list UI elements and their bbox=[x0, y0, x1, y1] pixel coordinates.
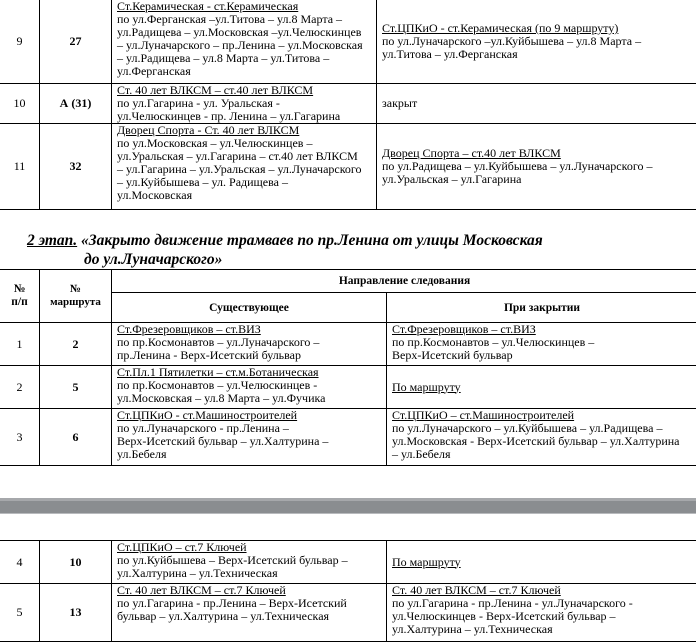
routes-table-stage2-continued bbox=[0, 540, 696, 642]
route-endpoints: Дворец Спорта - Ст. 40 лет ВЛКСМ bbox=[117, 124, 376, 137]
route-path-line: ул.Челюскинцев - пр. Ленина – ул.Гагарина bbox=[117, 110, 376, 123]
route-path-line: Верх-Исетский бульвар – ул.Халтурина – bbox=[117, 435, 386, 448]
table-row bbox=[0, 409, 696, 466]
route-number: 5 bbox=[40, 366, 112, 409]
row-number: 4 bbox=[0, 541, 40, 584]
route-path-line: – ул.Луначарского – пр.Ленина – ул.Московская bbox=[117, 39, 376, 52]
closure-direction bbox=[377, 124, 696, 210]
row-number: 1 bbox=[0, 323, 40, 366]
route-path-line: Верх-Исетский бульвар bbox=[392, 349, 696, 362]
route-path-line: бульвар – ул.Халтурина – ул.Техническая bbox=[117, 610, 386, 623]
route-endpoints: Ст. 40 лет ВЛКСМ – ст.7 Ключей bbox=[392, 584, 696, 597]
existing-direction bbox=[112, 541, 387, 584]
route-path-line: по ул.Ферганская –ул.Титова – ул.8 Марта – bbox=[117, 13, 376, 26]
route-path-line: по ул.Гагарина - ул. Уральская - bbox=[117, 97, 376, 110]
route-path-line: ул.Уральская – ул.Гагарина bbox=[382, 173, 696, 186]
stage-title-line1: «Закрыто движение трамваев по пр.Ленина от улицы Московская bbox=[81, 232, 543, 249]
route-path-line: по ул.Луначарского - пр.Ленина – bbox=[117, 422, 386, 435]
routes-table-stage2 bbox=[0, 269, 696, 466]
closure-direction bbox=[377, 0, 696, 84]
header-direction: Направление следования bbox=[112, 270, 696, 293]
route-path-line: по ул.Радищева – ул.Куйбышева – ул.Луначарского – bbox=[382, 160, 696, 173]
route-number: 13 bbox=[40, 584, 112, 642]
route-path-line: пр.Ленина - Верх-Исетский бульвар bbox=[117, 349, 386, 362]
header-text: № bbox=[0, 283, 39, 296]
closure-direction bbox=[387, 409, 696, 466]
route-path-line: ул.Московская - Верх-Исетский бульвар – ул.Халтурина bbox=[392, 435, 696, 448]
closure-direction bbox=[387, 541, 696, 584]
route-number: А (31) bbox=[40, 84, 112, 124]
closure-direction bbox=[387, 323, 696, 366]
table-row bbox=[0, 0, 696, 84]
closure-direction bbox=[377, 84, 696, 124]
route-path-line: ул.Челюскинцев - Верх-Исетский бульвар – bbox=[392, 610, 696, 623]
route-endpoints: Ст.ЦПКиО - ст.Керамическая (по 9 маршруту) bbox=[382, 22, 696, 35]
row-number: 3 bbox=[0, 409, 40, 466]
route-path-line: – ул.Радищева – ул.8 Марта – ул.Титова – bbox=[117, 52, 376, 65]
route-path-line: по ул.Луначарского –ул.Куйбышева – ул.8 Марта – bbox=[382, 35, 696, 48]
existing-direction bbox=[112, 84, 377, 124]
header-closure: При закрытии bbox=[387, 293, 696, 323]
route-number: 32 bbox=[40, 124, 112, 210]
header-route-number bbox=[40, 270, 112, 323]
route-endpoints: Дворец Спорта – ст.40 лет ВЛКСМ bbox=[382, 147, 696, 160]
table-row bbox=[0, 366, 696, 409]
route-path-line: ул.Халтурина – ул.Техническая bbox=[392, 623, 696, 636]
route-path-line: ул.Московская bbox=[117, 189, 376, 202]
route-path-line: по ул.Гагарина - пр.Ленина - ул.Луначарского - bbox=[392, 597, 696, 610]
closure-status: закрыт bbox=[382, 97, 696, 110]
route-endpoints: Ст.ЦПКиО – ст.Машиностроителей bbox=[392, 409, 696, 422]
route-number: 2 bbox=[40, 323, 112, 366]
route-endpoints: Ст.Пл.1 Пятилетки – ст.м.Ботаническая bbox=[117, 366, 386, 379]
route-endpoints: Ст.Керамическая - ст.Керамическая bbox=[117, 0, 376, 13]
existing-direction bbox=[112, 366, 387, 409]
route-number: 27 bbox=[40, 0, 112, 84]
routes-table-stage1-continued bbox=[0, 0, 696, 210]
route-path-line: ул.Московская – ул.8 Марта – ул.Фучика bbox=[117, 392, 386, 405]
section-heading-line2: до ул.Луначарского» bbox=[84, 250, 222, 269]
existing-direction bbox=[112, 0, 377, 84]
table-header-row bbox=[0, 270, 696, 293]
route-path-line: ул.Радищева – ул.Московская –ул.Челюскинцев bbox=[117, 26, 376, 39]
row-number: 2 bbox=[0, 366, 40, 409]
closure-status: По маршруту bbox=[392, 556, 696, 569]
header-row-number bbox=[0, 270, 40, 323]
header-existing: Существующее bbox=[112, 293, 387, 323]
route-endpoints: Ст. 40 лет ВЛКСМ – ст.7 Ключей bbox=[117, 584, 386, 597]
closure-direction bbox=[387, 584, 696, 642]
table-row bbox=[0, 584, 696, 642]
route-endpoints: Ст. 40 лет ВЛКСМ – ст.40 лет ВЛКСМ bbox=[117, 84, 376, 97]
existing-direction bbox=[112, 584, 387, 642]
existing-direction bbox=[112, 323, 387, 366]
route-path-line: ул.Халтурина – ул.Техническая bbox=[117, 567, 386, 580]
row-number: 10 bbox=[0, 84, 40, 124]
row-number: 9 bbox=[0, 0, 40, 84]
table-row bbox=[0, 541, 696, 584]
closure-direction bbox=[387, 366, 696, 409]
route-path-line: по ул.Куйбышева – Верх-Исетский бульвар – bbox=[117, 554, 386, 567]
route-path-line: – ул.Куйбышева – ул. Радищева – bbox=[117, 176, 376, 189]
route-path-line: ул.Титова – ул.Ферганская bbox=[382, 48, 696, 61]
header-text: п/п bbox=[0, 296, 39, 309]
header-text: маршрута bbox=[40, 296, 111, 309]
row-number: 11 bbox=[0, 124, 40, 210]
route-path-line: по пр.Космонавтов – ул.Челюскинцев – bbox=[392, 336, 696, 349]
route-path-line: ул.Уральская – ул.Гагарина – ст.40 лет ВЛКСМ bbox=[117, 150, 376, 163]
page-break-separator bbox=[0, 498, 696, 514]
route-path-line: по ул.Луначарского – ул.Куйбышева – ул.Радищева – bbox=[392, 422, 696, 435]
route-endpoints: Ст.ЦПКиО - ст.Машиностроителей bbox=[117, 409, 386, 422]
route-path-line: ул.Ферганская bbox=[117, 65, 376, 78]
table-row bbox=[0, 84, 696, 124]
route-number: 6 bbox=[40, 409, 112, 466]
closure-status: По маршруту bbox=[392, 381, 696, 394]
stage-label: 2 этап. bbox=[27, 232, 77, 249]
route-endpoints: Ст.Фрезеровщиков – ст.ВИЗ bbox=[117, 323, 386, 336]
section-heading bbox=[27, 231, 543, 250]
route-path-line: по пр.Космонавтов – ул.Челюскинцев - bbox=[117, 379, 386, 392]
route-endpoints: Ст.Фрезеровщиков – ст.ВИЗ bbox=[392, 323, 696, 336]
existing-direction bbox=[112, 409, 387, 466]
route-path-line: по пр.Космонавтов – ул.Луначарского – bbox=[117, 336, 386, 349]
route-path-line: ул.Бебеля bbox=[117, 448, 386, 461]
route-endpoints: Ст.ЦПКиО – ст.7 Ключей bbox=[117, 541, 386, 554]
row-number: 5 bbox=[0, 584, 40, 642]
route-path-line: по ул.Московская – ул.Челюскинцев – bbox=[117, 137, 376, 150]
route-path-line: – ул.Гагарина – ул.Уральская – ул.Луначарского bbox=[117, 163, 376, 176]
route-number: 10 bbox=[40, 541, 112, 584]
route-path-line: – ул.Бебеля bbox=[392, 448, 696, 461]
table-row bbox=[0, 124, 696, 210]
table-row bbox=[0, 323, 696, 366]
existing-direction bbox=[112, 124, 377, 210]
route-path-line: по ул.Гагарина - пр.Ленина – Верх-Исетский bbox=[117, 597, 386, 610]
header-text: № bbox=[40, 283, 111, 296]
